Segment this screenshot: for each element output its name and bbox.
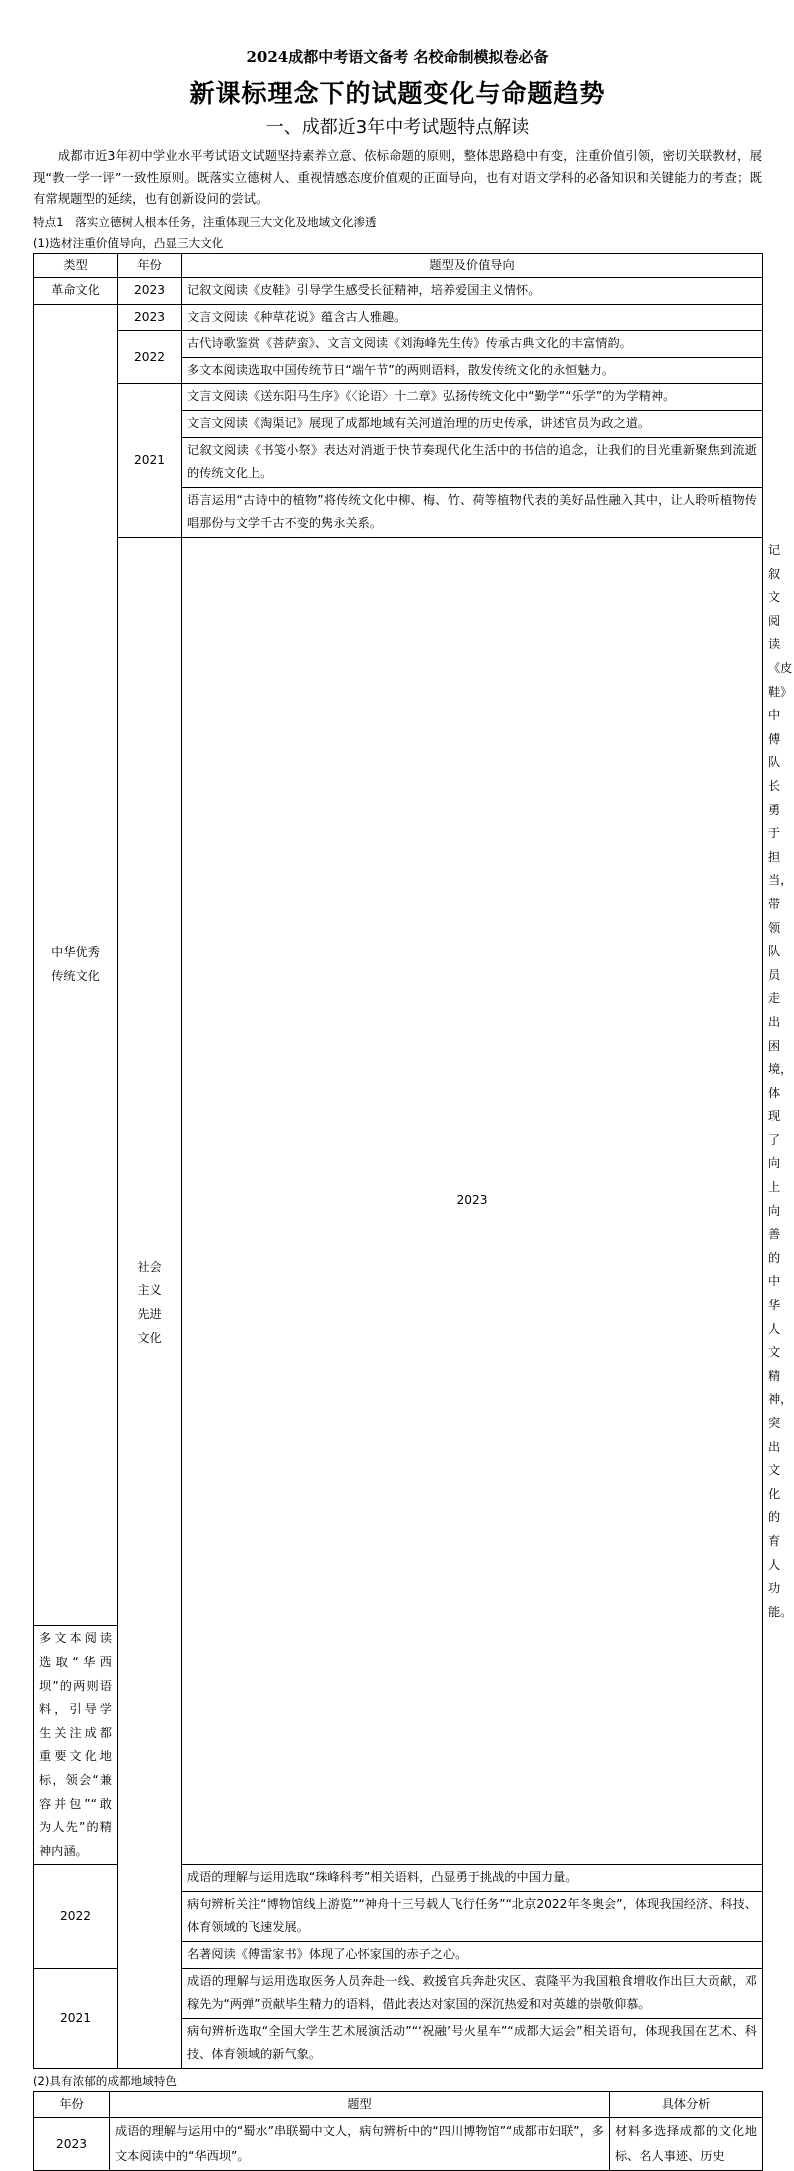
culture-table bbox=[33, 253, 793, 2070]
category-cell: 革命文化 bbox=[34, 278, 118, 305]
table-row bbox=[34, 384, 763, 411]
local-feature-table bbox=[33, 2091, 763, 2171]
content-cell: 多文本阅读选取中国传统节日“端午节”的两则语料，散发传统文化的永恒魅力。 bbox=[182, 357, 763, 384]
content-cell: 文言文阅读《种草花说》蕴含古人雅趣。 bbox=[182, 304, 763, 331]
year-cell: 2023 bbox=[118, 278, 182, 305]
category-cell: 社会主义先进文化 bbox=[118, 538, 182, 2069]
content-cell: 名著阅读《傅雷家书》体现了心怀家国的赤子之心。 bbox=[182, 1942, 763, 1969]
header-cell: 具体分析 bbox=[610, 2092, 763, 2118]
header-cell: 年份 bbox=[34, 2092, 110, 2118]
subheading-1: (1)选材注重价值导向，凸显三大文化 bbox=[33, 235, 224, 250]
content-cell: 记叙文阅读《书笺小祭》表达对消逝于快节奏现代化生活中的书信的追念，让我们的目光重新聚焦到流逝的传统文化上。 bbox=[182, 437, 763, 487]
header-cell: 题型 bbox=[110, 2092, 610, 2118]
year-cell: 2023 bbox=[118, 304, 182, 331]
content-cell: 古代诗歌鉴赏《菩萨蛮》、文言文阅读《刘海峰先生传》传承古典文化的丰富情韵。 bbox=[182, 331, 763, 358]
content-cell: 成语的理解与运用选取医务人员奔赴一线、救援官兵奔赴灾区、袁隆平为我国粮食增收作出巨大贡献，邓稼先为“两弹”贡献毕生精力的语料，借此表达对家国的深沉热爱和对英雄的崇敬仰慕。 bbox=[182, 1968, 763, 2018]
subheading-2: (2)具有浓郁的成都地域特色 bbox=[33, 2074, 177, 2089]
header-cell: 题型及价值导向 bbox=[182, 253, 763, 278]
year-cell: 2023 bbox=[182, 538, 763, 1865]
table-row bbox=[34, 331, 763, 358]
header-cell: 年份 bbox=[118, 253, 182, 278]
intro-paragraph: 成都市近3年初中学业水平考试语文试题坚持素养立意、依标命题的原则，整体思路稳中有变，注重价值引领，密切关联教材，展现“教一学一评”一致性原则。既落实立德树人、重视情感态度价值观的正面导向，也有对语文学科的必备知识和关键能力的考查；既有常规题型的延续，也有创新设问的尝试。 bbox=[33, 148, 762, 206]
section-heading: 一、成都近3年中考试题特点解读 bbox=[265, 117, 530, 138]
content-cell: 成语的理解与运用选取“珠峰科考”相关语料，凸显勇于挑战的中国力量。 bbox=[182, 1865, 763, 1892]
analysis-cell: 材料多选择成都的文化地标、名人事迹、历史 bbox=[610, 2118, 763, 2171]
content-cell: 记叙文阅读《皮鞋》引导学生感受长征精神，培养爱国主义情怀。 bbox=[182, 278, 763, 305]
content-cell: 多文本阅读选取“华西坝”的两则语料，引导学生关注成都重要文化地标，领会“兼容并包”“敢为人先”的精神内涵。 bbox=[34, 1626, 118, 1865]
year-cell: 2021 bbox=[34, 1968, 118, 2068]
year-cell: 2022 bbox=[118, 331, 182, 384]
year-cell: 2021 bbox=[118, 384, 182, 538]
table-row bbox=[34, 304, 763, 331]
doc-title: 新课标理念下的试题变化与命题趋势 bbox=[189, 79, 606, 108]
header-cell: 类型 bbox=[34, 253, 118, 278]
table-header-row bbox=[34, 253, 763, 278]
content-cell: 成语的理解与运用中的“蜀水”串联蜀中文人，病句辨析中的“四川博物馆”“成都市妇联”，多文本阅读中的“华西坝”。 bbox=[110, 2118, 610, 2171]
document-page bbox=[33, 40, 793, 2171]
table-header-row bbox=[34, 2092, 763, 2118]
content-cell: 病句辨析关注“博物馆线上游览”“神舟十三号载人飞行任务”“北京2022年冬奥会”，体现我国经济、科技、体育领域的飞速发展。 bbox=[182, 1891, 763, 1941]
content-cell: 语言运用“古诗中的植物”将传统文化中柳、梅、竹、荷等植物代表的美好品性融入其中，让人聆听植物传唱那份与文学千古不变的隽永关系。 bbox=[182, 487, 763, 537]
table-row bbox=[34, 2118, 763, 2171]
table-row: 社会主义先进文化 2023 记叙文阅读《皮鞋》中傅队长勇于担当，带领队员走出困境，体现了向上向善的中华人文精神，突出文化的育人功能。 bbox=[34, 538, 763, 1626]
year-cell: 2023 bbox=[34, 2118, 110, 2171]
content-cell: 病句辨析选取“全国大学生艺术展演活动”“‘祝融’号火星车”“成都大运会”相关语句，体现我国在艺术、科技、体育领域的新气象。 bbox=[182, 2018, 763, 2068]
feature-heading: 特点1 落实立德树人根本任务，注重体现三大文化及地域文化渗透 bbox=[33, 214, 377, 229]
content-cell: 文言文阅读《淘渠记》展现了成都地域有关河道治理的历史传承，讲述官员为政之道。 bbox=[182, 411, 763, 438]
category-cell: 中华优秀传统文化 bbox=[34, 304, 118, 1626]
table-row bbox=[34, 278, 763, 305]
content-cell: 文言文阅读《送东阳马生序》《〈论语〉十二章》弘扬传统文化中“勤学”“乐学”的为学精神。 bbox=[182, 384, 763, 411]
year-cell: 2022 bbox=[34, 1865, 118, 1968]
doc-subtitle: 2024成都中考语文备考 名校命制模拟卷必备 bbox=[246, 48, 549, 66]
